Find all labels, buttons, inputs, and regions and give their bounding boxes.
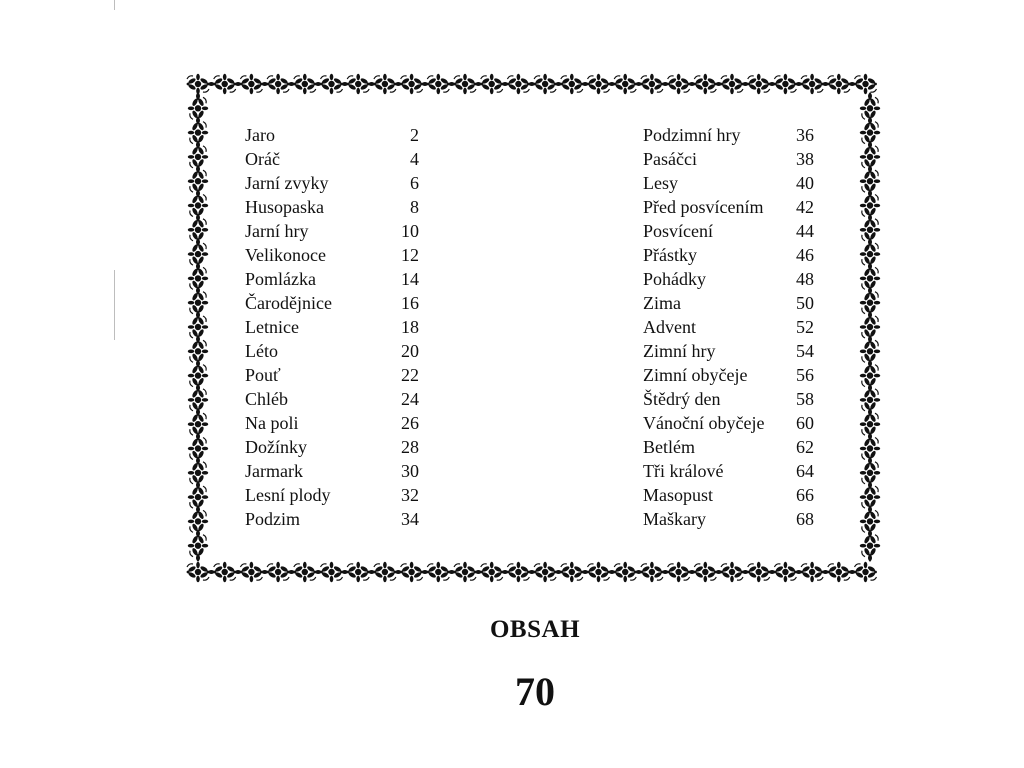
floral-ornament-icon [560, 562, 583, 582]
floral-ornament-icon [827, 74, 850, 94]
toc-entry-title: Jaro [245, 125, 275, 145]
toc-entry-title: Zima [643, 293, 681, 313]
floral-ornament-icon [860, 243, 880, 266]
toc-entry [643, 171, 833, 195]
floral-ornament-icon [860, 461, 880, 484]
toc-entry-title: Štědrý den [643, 389, 721, 409]
toc-entry-page: 46 [796, 245, 814, 265]
floral-ornament-icon [188, 486, 208, 509]
toc-entry [245, 411, 425, 435]
toc-entry [245, 243, 425, 267]
toc-entry [643, 219, 833, 243]
border-left [188, 92, 208, 562]
toc-entry [643, 123, 833, 147]
toc-entry-title: Masopust [643, 485, 714, 505]
toc-entry [245, 123, 425, 147]
floral-ornament-icon [860, 121, 880, 144]
floral-ornament-icon [860, 486, 880, 509]
toc-entry [245, 387, 425, 411]
toc-entry-page: 60 [796, 413, 814, 433]
toc-entry-page: 18 [401, 317, 419, 337]
floral-ornament-icon [587, 74, 610, 94]
floral-ornament-icon [641, 562, 664, 582]
toc-entry-title: Dožínky [245, 437, 307, 457]
floral-ornament-icon [188, 413, 208, 436]
toc-entry-page: 10 [401, 221, 419, 241]
floral-ornament-icon [267, 562, 290, 582]
toc-entry-page: 4 [410, 149, 419, 169]
toc-entry-title: Betlém [643, 437, 695, 457]
toc-entry-page: 68 [796, 509, 814, 529]
toc-entry-title: Před posvícením [643, 197, 764, 217]
floral-ornament-icon [188, 121, 208, 144]
floral-ornament-icon [188, 194, 208, 217]
floral-ornament-icon [860, 534, 880, 557]
floral-ornament-icon [454, 74, 477, 94]
floral-ornament-icon [188, 534, 208, 557]
border-right [860, 92, 880, 562]
floral-ornament-icon [188, 97, 208, 120]
toc-entry-page: 56 [796, 365, 814, 385]
toc-entry-title: Přástky [643, 245, 697, 265]
floral-ornament-icon [400, 562, 423, 582]
scan-margin-mark [114, 0, 115, 10]
toc-entry-page: 26 [401, 413, 419, 433]
floral-ornament-icon [427, 74, 450, 94]
toc-entry-title: Lesní plody [245, 485, 331, 505]
toc-entry-page: 36 [796, 125, 814, 145]
toc-entry [643, 459, 833, 483]
toc-entry-page: 22 [401, 365, 419, 385]
floral-ornament-icon [860, 146, 880, 169]
floral-ornament-icon [860, 291, 880, 314]
floral-ornament-icon [188, 340, 208, 363]
toc-entry-title: Advent [643, 317, 696, 337]
floral-ornament-icon [614, 562, 637, 582]
floral-ornament-icon [400, 74, 423, 94]
toc-entry [643, 387, 833, 411]
toc-entry [643, 147, 833, 171]
toc-entry-title: Tři králové [643, 461, 724, 481]
toc-entry [245, 147, 425, 171]
floral-ornament-icon [240, 562, 263, 582]
floral-ornament-icon [747, 562, 770, 582]
toc-entry-title: Pasáčci [643, 149, 697, 169]
toc-entry [245, 195, 425, 219]
toc-entry-page: 40 [796, 173, 814, 193]
toc-entry [643, 243, 833, 267]
floral-ornament-icon [188, 170, 208, 193]
border-top [187, 74, 877, 94]
floral-ornament-icon [860, 364, 880, 387]
toc-entry-page: 28 [401, 437, 419, 457]
toc-entry-page: 6 [410, 173, 419, 193]
floral-ornament-icon [827, 562, 850, 582]
toc-entry-page: 20 [401, 341, 419, 361]
toc-entry-page: 42 [796, 197, 814, 217]
toc-entry-page: 16 [401, 293, 419, 313]
floral-ornament-icon [293, 562, 316, 582]
toc-entry [245, 483, 425, 507]
floral-ornament-icon [641, 74, 664, 94]
floral-ornament-icon [374, 562, 397, 582]
toc-entry-page: 58 [796, 389, 814, 409]
toc-entry [245, 459, 425, 483]
floral-ornament-icon [188, 364, 208, 387]
toc-entry-title: Velikonoce [245, 245, 326, 265]
floral-ornament-icon [694, 562, 717, 582]
floral-ornament-icon [854, 74, 877, 94]
toc-entry-page: 34 [401, 509, 419, 529]
toc-entry-title: Chléb [245, 389, 288, 409]
floral-ornament-icon [320, 562, 343, 582]
floral-ornament-icon [860, 389, 880, 412]
toc-entry [245, 267, 425, 291]
toc-entry-title: Vánoční obyčeje [643, 413, 765, 433]
toc-entry-title: Jarní hry [245, 221, 309, 241]
toc-entry-page: 62 [796, 437, 814, 457]
toc-entry-title: Oráč [245, 149, 280, 169]
floral-ornament-icon [374, 74, 397, 94]
floral-ornament-icon [860, 437, 880, 460]
toc-entry-page: 32 [401, 485, 419, 505]
toc-entry [643, 483, 833, 507]
toc-entry-page: 24 [401, 389, 419, 409]
toc-entry-page: 64 [796, 461, 814, 481]
floral-ornament-icon [667, 562, 690, 582]
floral-ornament-icon [667, 74, 690, 94]
toc-entry [245, 507, 425, 531]
toc-entry [245, 219, 425, 243]
toc-entry [643, 435, 833, 459]
floral-ornament-icon [801, 562, 824, 582]
floral-ornament-icon [860, 97, 880, 120]
floral-ornament-icon [427, 562, 450, 582]
toc-right-column [643, 123, 833, 531]
toc-entry-title: Lesy [643, 173, 678, 193]
toc-entry-page: 54 [796, 341, 814, 361]
floral-ornament-icon [774, 562, 797, 582]
toc-entry [643, 195, 833, 219]
floral-ornament-icon [860, 316, 880, 339]
floral-ornament-icon [721, 74, 744, 94]
toc-entry-title: Letnice [245, 317, 299, 337]
toc-entry-page: 12 [401, 245, 419, 265]
floral-ornament-icon [480, 74, 503, 94]
toc-entry [643, 411, 833, 435]
page-title: OBSAH [489, 616, 581, 643]
floral-ornament-icon [267, 74, 290, 94]
toc-entry-page: 44 [796, 221, 814, 241]
toc-entry-title: Jarní zvyky [245, 173, 329, 193]
floral-ornament-icon [213, 74, 236, 94]
toc-entry-page: 48 [796, 269, 814, 289]
floral-ornament-icon [854, 562, 877, 582]
toc-entry-page: 38 [796, 149, 814, 169]
toc-entry [643, 267, 833, 291]
toc-entry-page: 8 [410, 197, 419, 217]
toc-entry [643, 339, 833, 363]
floral-ornament-icon [507, 562, 530, 582]
toc-entry [245, 363, 425, 387]
toc-entry [245, 171, 425, 195]
floral-ornament-icon [560, 74, 583, 94]
floral-ornament-icon [587, 562, 610, 582]
floral-ornament-icon [188, 389, 208, 412]
floral-ornament-icon [480, 562, 503, 582]
floral-ornament-icon [293, 74, 316, 94]
floral-ornament-icon [240, 74, 263, 94]
toc-entry-title: Husopaska [245, 197, 324, 217]
floral-ornament-icon [747, 74, 770, 94]
toc-entry-title: Podzimní hry [643, 125, 741, 145]
toc-entry [245, 339, 425, 363]
floral-ornament-icon [860, 267, 880, 290]
floral-ornament-icon [188, 146, 208, 169]
floral-ornament-icon [614, 74, 637, 94]
floral-ornament-icon [860, 194, 880, 217]
page-number: 70 [515, 669, 555, 714]
floral-ornament-icon [347, 562, 370, 582]
floral-ornament-icon [860, 218, 880, 241]
floral-ornament-icon [860, 340, 880, 363]
toc-entry [643, 315, 833, 339]
toc-entry [643, 363, 833, 387]
toc-entry-title: Na poli [245, 413, 299, 433]
toc-entry-page: 66 [796, 485, 814, 505]
floral-ornament-icon [213, 562, 236, 582]
toc-entry [245, 435, 425, 459]
floral-ornament-icon [188, 218, 208, 241]
toc-entry [245, 315, 425, 339]
floral-ornament-icon [188, 291, 208, 314]
floral-ornament-icon [801, 74, 824, 94]
toc-entry [643, 291, 833, 315]
toc-entry-title: Pohádky [643, 269, 706, 289]
border-bottom [187, 562, 877, 582]
floral-ornament-icon [507, 74, 530, 94]
floral-ornament-icon [454, 562, 477, 582]
toc-entry-title: Zimní obyčeje [643, 365, 748, 385]
toc-entry-page: 30 [401, 461, 419, 481]
toc-entry-title: Pouť [245, 365, 281, 385]
floral-ornament-icon [187, 562, 210, 582]
toc-entry-page: 50 [796, 293, 814, 313]
floral-ornament-icon [188, 267, 208, 290]
toc-entry-title: Maškary [643, 509, 706, 529]
floral-ornament-icon [188, 243, 208, 266]
floral-ornament-icon [721, 562, 744, 582]
floral-ornament-icon [188, 510, 208, 533]
floral-ornament-icon [860, 510, 880, 533]
toc-entry [245, 291, 425, 315]
toc-entry [643, 507, 833, 531]
toc-entry-title: Posvícení [643, 221, 713, 241]
toc-entry-title: Jarmark [245, 461, 303, 481]
toc-entry-page: 2 [410, 125, 419, 145]
toc-entry-page: 52 [796, 317, 814, 337]
toc-entry-title: Podzim [245, 509, 301, 529]
floral-ornament-icon [860, 170, 880, 193]
floral-ornament-icon [694, 74, 717, 94]
floral-ornament-icon [534, 562, 557, 582]
floral-ornament-icon [188, 461, 208, 484]
floral-ornament-icon [320, 74, 343, 94]
scan-margin-mark [114, 270, 115, 340]
toc-entry-title: Čarodějnice [245, 293, 332, 313]
toc-entry-title: Léto [245, 341, 278, 361]
floral-ornament-icon [860, 413, 880, 436]
floral-ornament-icon [347, 74, 370, 94]
floral-ornament-icon [774, 74, 797, 94]
floral-ornament-icon [188, 316, 208, 339]
toc-entry-title: Zimní hry [643, 341, 716, 361]
toc-entry-title: Pomlázka [245, 269, 316, 289]
toc-entry-page: 14 [401, 269, 419, 289]
floral-ornament-icon [534, 74, 557, 94]
floral-ornament-icon [187, 74, 210, 94]
toc-left-column [245, 123, 425, 531]
floral-ornament-icon [188, 437, 208, 460]
